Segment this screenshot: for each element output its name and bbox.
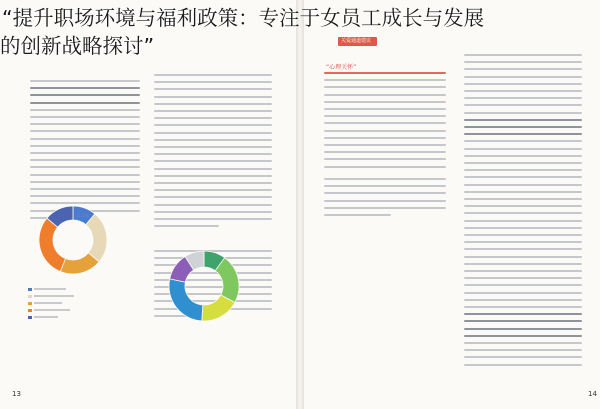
- text-line: [30, 188, 140, 190]
- text-line: [324, 108, 446, 110]
- text-line: [154, 225, 219, 227]
- text-line: [464, 248, 582, 250]
- text-line: [324, 178, 446, 180]
- pie-legend: [28, 286, 84, 321]
- text-line: [464, 256, 582, 258]
- text-line: [464, 198, 582, 200]
- pie-chart-left: [38, 205, 108, 275]
- text-line: [30, 181, 140, 183]
- text-line: [464, 270, 582, 272]
- text-line: [464, 176, 582, 178]
- pie-slice: [39, 218, 66, 271]
- text-line: [154, 168, 272, 170]
- text-line: [464, 292, 582, 294]
- text-line: [464, 306, 582, 308]
- text-line: [464, 133, 582, 135]
- text-line: [464, 184, 582, 186]
- text-line: [464, 61, 582, 63]
- text-line: [464, 205, 582, 207]
- text-line: [324, 94, 446, 96]
- legend-item: [28, 286, 84, 292]
- text-line: [324, 192, 446, 194]
- text-line: [464, 364, 582, 366]
- text-line: [464, 335, 582, 337]
- text-line: [464, 112, 582, 114]
- text-line: [30, 102, 140, 104]
- text-line: [324, 115, 446, 117]
- text-line: [464, 83, 582, 85]
- text-line: [464, 155, 582, 157]
- text-line: [154, 103, 272, 105]
- text-line: [324, 130, 446, 132]
- pie-chart-right: [168, 250, 240, 322]
- headline-line-1: “提升职场环境与福利政策：专注于女员工成长与发展: [2, 6, 485, 30]
- text-line: [464, 126, 582, 128]
- legend-swatch: [28, 288, 32, 291]
- text-line: [154, 110, 272, 112]
- text-line: [464, 162, 582, 164]
- text-line: [464, 263, 582, 265]
- legend-swatch: [28, 295, 32, 298]
- text-line: [324, 101, 446, 103]
- legend-item: [28, 300, 84, 306]
- pie-label: 11.1%: [76, 213, 89, 218]
- text-line: [154, 196, 272, 198]
- legend-item: [28, 307, 84, 313]
- text-line: [30, 123, 140, 125]
- text-line: [154, 189, 272, 191]
- page-number-right: 14: [588, 390, 597, 398]
- text-line: [464, 97, 582, 99]
- text-line: [154, 182, 272, 184]
- legend-swatch: [28, 316, 32, 319]
- text-line: [464, 356, 582, 358]
- text-line: [324, 166, 446, 168]
- text-line: [464, 227, 582, 229]
- pie-slice: [169, 279, 203, 321]
- text-line: [464, 349, 582, 351]
- text-line: [30, 87, 140, 89]
- left-page: [0, 0, 296, 409]
- text-line: [464, 241, 582, 243]
- page-number-left: 13: [12, 390, 21, 398]
- text-line: [154, 218, 272, 220]
- text-line: [464, 169, 582, 171]
- text-line: [464, 328, 582, 330]
- text-line: [324, 86, 446, 88]
- text-line: [464, 148, 582, 150]
- text-line: [154, 146, 272, 148]
- headline-line-2: 的创新战略探讨”: [0, 34, 155, 58]
- text-line: [464, 119, 582, 121]
- text-line: [30, 174, 140, 176]
- text-line: [324, 72, 446, 74]
- text-line: [464, 68, 582, 70]
- legend-swatch: [28, 302, 32, 305]
- text-line: [464, 313, 582, 315]
- legend-swatch: [28, 309, 32, 312]
- text-line: [154, 124, 272, 126]
- text-line: [30, 130, 140, 132]
- text-line: [154, 74, 272, 76]
- text-line: [324, 144, 446, 146]
- text-line: [464, 191, 582, 193]
- text-line: [154, 160, 272, 162]
- section-tag: 关爱通道建议: [338, 37, 377, 46]
- text-line: [464, 90, 582, 92]
- text-line: [324, 207, 446, 209]
- text-line: [30, 159, 140, 161]
- text-line: [154, 153, 272, 155]
- text-line: [30, 138, 140, 140]
- text-line: [324, 158, 446, 160]
- text-line: [154, 211, 272, 213]
- text-line: [324, 200, 446, 202]
- text-line: [30, 152, 140, 154]
- section-title: “心理关怀”: [326, 64, 357, 71]
- text-line: [30, 166, 140, 168]
- text-line: [464, 277, 582, 279]
- text-line: [154, 139, 272, 141]
- text-line: [30, 109, 140, 111]
- text-line: [464, 220, 582, 222]
- text-line: [464, 76, 582, 78]
- text-line: [464, 320, 582, 322]
- text-line: [464, 212, 582, 214]
- text-line: [154, 96, 272, 98]
- text-line: [464, 140, 582, 142]
- text-line: [464, 104, 582, 106]
- legend-item: [28, 293, 84, 299]
- text-line: [154, 117, 272, 119]
- text-line: [154, 88, 272, 90]
- text-line: [154, 204, 272, 206]
- text-line: [464, 284, 582, 286]
- right-page: [304, 0, 600, 409]
- text-line: [154, 81, 272, 83]
- text-line: [324, 122, 446, 124]
- text-line: [30, 80, 140, 82]
- headline-overlay: [0, 4, 600, 60]
- text-line: [324, 79, 446, 81]
- text-line: [30, 195, 140, 197]
- legend-item: [28, 314, 84, 320]
- book-gutter: [296, 0, 304, 409]
- text-line: [30, 116, 140, 118]
- text-line: [324, 214, 391, 216]
- text-line: [324, 185, 446, 187]
- text-line: [154, 132, 272, 134]
- text-line: [324, 137, 446, 139]
- text-line: [30, 145, 140, 147]
- text-line: [324, 151, 446, 153]
- text-line: [464, 342, 582, 344]
- text-line: [464, 299, 582, 301]
- text-line: [464, 234, 582, 236]
- text-line: [154, 175, 272, 177]
- text-line: [30, 94, 140, 96]
